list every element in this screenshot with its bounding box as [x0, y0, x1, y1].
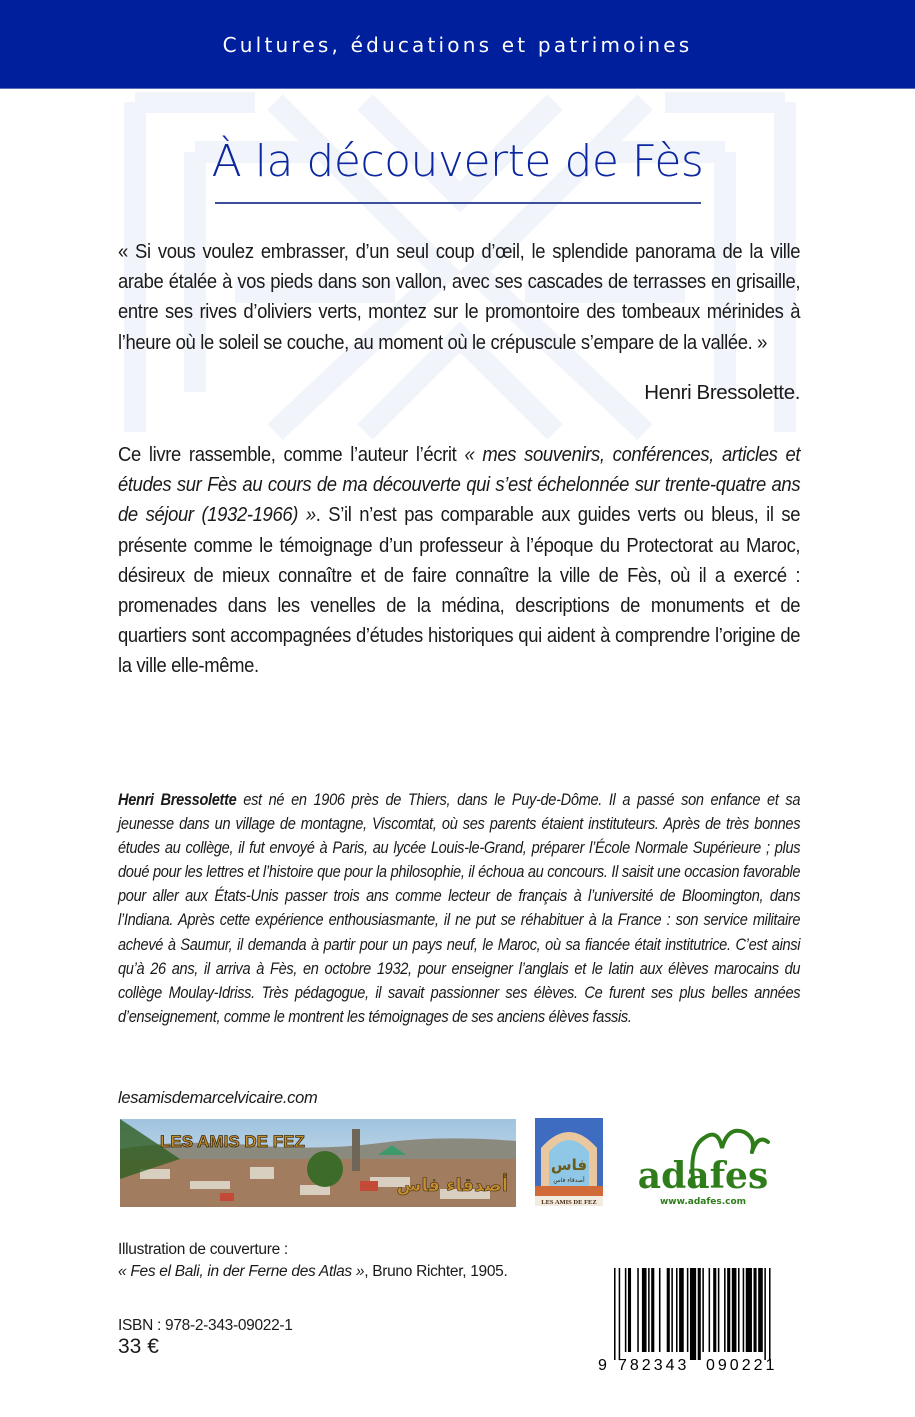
barcode-bar — [614, 1268, 616, 1360]
barcode-bar — [637, 1268, 639, 1352]
banner-arabic-text: أصدقاء فاس — [396, 1175, 508, 1196]
adafes-logo — [618, 1118, 788, 1208]
barcode-group-left: 782343 — [618, 1357, 690, 1372]
fez-logo-caption: LES AMIS DE FEZ — [541, 1199, 597, 1206]
barcode-bar — [698, 1268, 701, 1360]
barcode-bar — [671, 1268, 673, 1352]
barcode-bar — [718, 1268, 720, 1352]
epigraph-quote: « Si vous voulez embrasser, d’un seul coup d’œil, le splendide panorama de la ville arabe étalée à vos pieds dans son vallon, avec ses cascades de terrasses en grisaille, entre ses rives d’oliviers verts, montez sur le promontoire des tombeaux mérinides à l’heure où le soleil se couche, au moment où le crépuscule s’empare de la vallée. » — [118, 240, 801, 354]
barcode-bar — [743, 1268, 745, 1352]
price: 33 € — [118, 1335, 159, 1358]
barcode-bar — [738, 1268, 740, 1352]
barcode-bar — [724, 1268, 726, 1352]
cover-illustration-label: Illustration de couverture : — [118, 1241, 288, 1258]
banner-title-text: LES AMIS DE FEZ — [160, 1132, 305, 1151]
summary-quoted: « mes souvenirs, conférences, articles et études sur Fès au cours de ma découverte qui s’est échelonnée sur trente-quatre ans de séjour (1932-1966) » — [118, 443, 801, 527]
barcode-bar — [713, 1268, 716, 1352]
barcode-bar — [625, 1268, 627, 1352]
barcode-digit-first: 9 — [598, 1357, 607, 1372]
book-summary — [118, 440, 800, 682]
adafes-wordmark: adafes — [637, 1155, 769, 1197]
barcode-bar — [651, 1268, 654, 1352]
barcode-bar — [619, 1268, 621, 1360]
bio-text: est né en 1906 près de Thiers, dans le Puy-de-Dôme. Il a passé son enfance et sa jeunesse dans un village de montagne, Viscomtat, où ses parents étaient instituteurs. Après de très bonnes études au collège, il fut envoyé à Paris, au lycée Louis-le-Grand, préparer l’École Normale Supérieure ; plus doué pour les lettres et l’histoire que pour la philosophie, il échoua au concours. Il saisit une occasion favorable pour aller aux États-Unis passer trois ans comme lecteur de français à l’université de Bloomington, dans l’Indiana. Après cette expérience enthousiasmante, il ne put se réhabituer à la France : son service militaire achevé à Saumur, il demanda à partir pour un pays neuf, le Maroc, où sa fiancée était institutrice. C’est ainsi qu’à 26 ans, il arriva à Fès, en octobre 1932, pour enseigner l’anglais et le latin aux élèves marocains du collège Moulay-Idriss. Très pédagogue, il savait passionner ses élèves. Ce furent ses plus belles années d’enseignement, comme le montrent les témoignages de ses anciens élèves fassis. — [118, 791, 801, 1026]
author-biography — [118, 788, 800, 1029]
series-title: Cultures, éducations et patrimoines — [222, 33, 693, 57]
barcode-bars — [614, 1268, 771, 1360]
website-link[interactable]: lesamisdemarcelvicaire.com — [118, 1089, 318, 1107]
cover-illustration-credit — [118, 1263, 508, 1281]
title-divider — [215, 202, 701, 204]
amis-de-fez-logo — [535, 1118, 603, 1206]
barcode-bar — [667, 1268, 670, 1352]
barcode-bar — [769, 1268, 771, 1360]
illustration-title: « Fes el Bali, in der Ferne des Atlas » — [118, 1263, 365, 1280]
isbn-barcode — [596, 1262, 806, 1372]
barcode-bar — [690, 1268, 696, 1360]
book-title: À la découverte de Fès — [211, 136, 704, 187]
illustration-artist: , Bruno Richter, 1905. — [364, 1263, 508, 1280]
fez-logo-sub-arabic: أصدقاء فاس — [553, 1177, 585, 1184]
barcode-bar — [746, 1268, 752, 1352]
barcode-bar — [732, 1268, 737, 1352]
barcode-bar — [659, 1268, 661, 1352]
barcode-bar — [758, 1268, 763, 1352]
author-name: Henri Bressolette — [118, 791, 237, 809]
barcode-bar — [676, 1268, 678, 1352]
barcode-bar — [754, 1268, 757, 1352]
isbn: ISBN : 978-2-343-09022-1 — [118, 1317, 293, 1334]
adafes-url: www.adafes.com — [659, 1197, 747, 1207]
les-amis-de-fez-banner-image — [120, 1119, 516, 1207]
series-header-band — [0, 0, 915, 89]
barcode-bar — [648, 1268, 650, 1352]
barcode-bar — [687, 1268, 689, 1352]
barcode-bar — [702, 1268, 704, 1352]
fez-logo-arabic: فاس — [550, 1156, 588, 1174]
barcode-bar — [642, 1268, 647, 1352]
summary-intro: Ce livre rassemble, comme l’auteur l’écrit — [118, 443, 465, 466]
barcode-bar — [727, 1268, 730, 1352]
barcode-bar — [628, 1268, 631, 1352]
summary-rest: . S’il n’est pas comparable aux guides verts ou bleus, il se présente comme le témoignage d’un professeur à l’époque du Protectorat au Maroc, désireux de mieux connaître et de faire connaître la ville de Fès, où il a exercé : promenades dans les venelles de la médina, descriptions de monuments et de quartiers sont accompagnées d’études historiques qui aident à comprendre l’origine de la ville elle-même. — [118, 503, 801, 678]
barcode-bar — [764, 1268, 766, 1360]
barcode-bar — [679, 1268, 684, 1352]
barcode-group-right: 090221 — [706, 1357, 778, 1372]
epigraph-author: Henri Bressolette. — [644, 381, 800, 404]
barcode-bar — [709, 1268, 711, 1352]
